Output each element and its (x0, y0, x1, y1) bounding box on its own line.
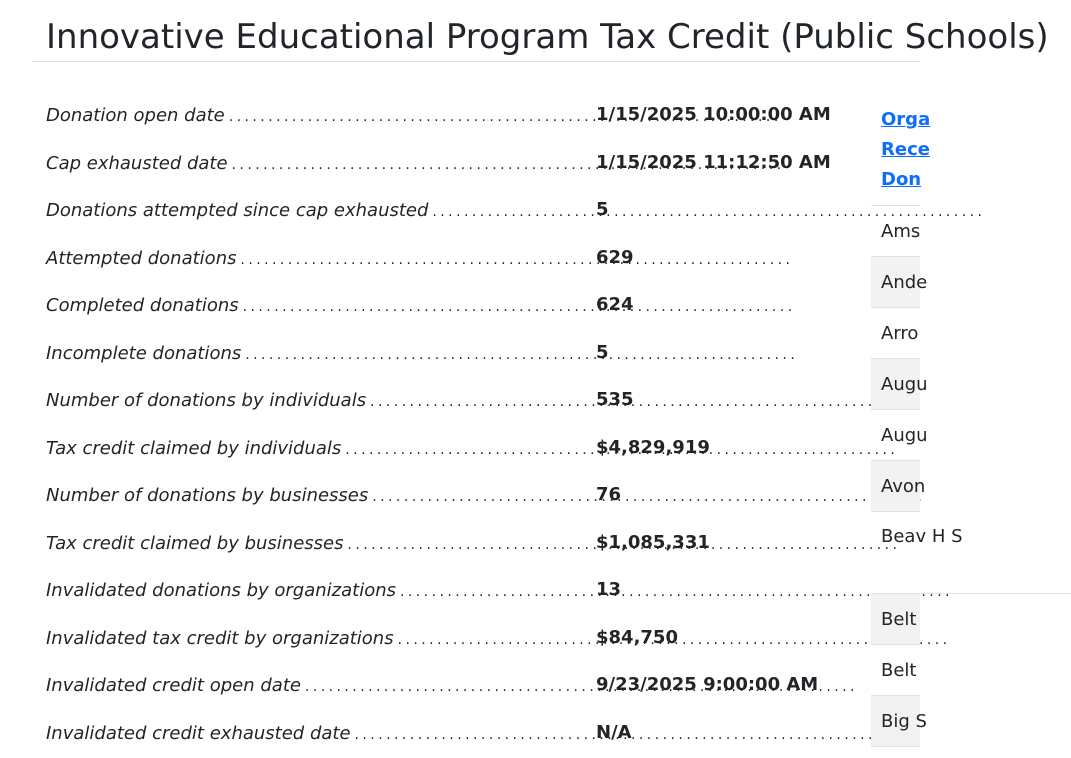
table-row: Beav H S (871, 512, 1071, 594)
stat-value: 629 (596, 247, 634, 268)
table-row: Ande (871, 257, 920, 308)
stats-list (46, 93, 846, 758)
stat-row-individual-credit (46, 426, 846, 474)
stat-value: $84,750 (596, 627, 678, 648)
stat-label: Number of donations by individuals . . . (46, 390, 566, 411)
stat-label: Attempted donations . . . (46, 248, 566, 269)
stat-value: 1/15/2025 11:12:50 AM (596, 152, 831, 173)
stat-label: Incomplete donations . . . (46, 343, 566, 364)
table-row: Belt (871, 645, 920, 696)
organization-table (871, 100, 920, 747)
stat-label: Invalidated credit open date . . . (46, 675, 566, 696)
table-row: Arro (871, 308, 920, 359)
page-title: Innovative Educational Program Tax Credit (Public Schools) (46, 14, 1049, 60)
organization-column-header (871, 100, 920, 206)
stat-value: 13 (596, 579, 621, 600)
stat-value: $4,829,919 (596, 437, 710, 458)
stat-value: $1,085,331 (596, 532, 710, 553)
stat-row-attempted-donations (46, 236, 846, 284)
stat-label: Invalidated tax credit by organizations . . . (46, 628, 566, 649)
table-row: Augu (871, 410, 920, 461)
stat-row-individual-donations (46, 378, 846, 426)
stat-value: 624 (596, 294, 634, 315)
stat-row-invalidated-exhausted-date (46, 711, 846, 758)
sort-link-received[interactable]: Rece (881, 135, 920, 165)
stat-value: 9/23/2025 9:00:00 AM (596, 674, 818, 695)
stat-label: Cap exhausted date . . . (46, 153, 566, 174)
stat-value: 535 (596, 389, 634, 410)
stat-label: Donations attempted since cap exhausted . . . (46, 200, 566, 221)
title-divider (32, 61, 920, 62)
stat-value: 1/15/2025 10:00:00 AM (596, 104, 831, 125)
table-row: Avon (871, 461, 920, 512)
stat-row-completed-donations (46, 283, 846, 331)
stat-label: Tax credit claimed by businesses . . . (46, 533, 566, 554)
stat-value: 5 (596, 342, 609, 363)
stat-row-donation-open-date (46, 93, 846, 141)
stat-label: Invalidated credit exhausted date . . . (46, 723, 566, 744)
stat-row-business-credit (46, 521, 846, 569)
table-row: Augu (871, 359, 920, 410)
stat-row-incomplete-donations (46, 331, 846, 379)
stat-row-invalidated-donations (46, 568, 846, 616)
stat-row-invalidated-open-date (46, 663, 846, 711)
table-row: Belt (871, 594, 920, 645)
stat-label: Number of donations by businesses . . . (46, 485, 566, 506)
stat-value: 76 (596, 484, 621, 505)
stat-label: Donation open date . . . (46, 105, 566, 126)
table-row: Big S (871, 696, 920, 747)
stat-row-business-donations (46, 473, 846, 521)
sort-link-donations[interactable]: Don (881, 165, 920, 195)
stat-row-cap-exhausted-date (46, 141, 846, 189)
stat-value: N/A (596, 722, 632, 743)
table-row: Ams (871, 206, 920, 257)
stat-label: Tax credit claimed by individuals . . . (46, 438, 566, 459)
stat-row-attempted-since-cap (46, 188, 846, 236)
stat-row-invalidated-credit (46, 616, 846, 664)
stat-value: 5 (596, 199, 609, 220)
stat-label: Invalidated donations by organizations . . . (46, 580, 566, 601)
sort-link-organization[interactable]: Orga (881, 105, 920, 135)
stat-label: Completed donations . . . (46, 295, 566, 316)
